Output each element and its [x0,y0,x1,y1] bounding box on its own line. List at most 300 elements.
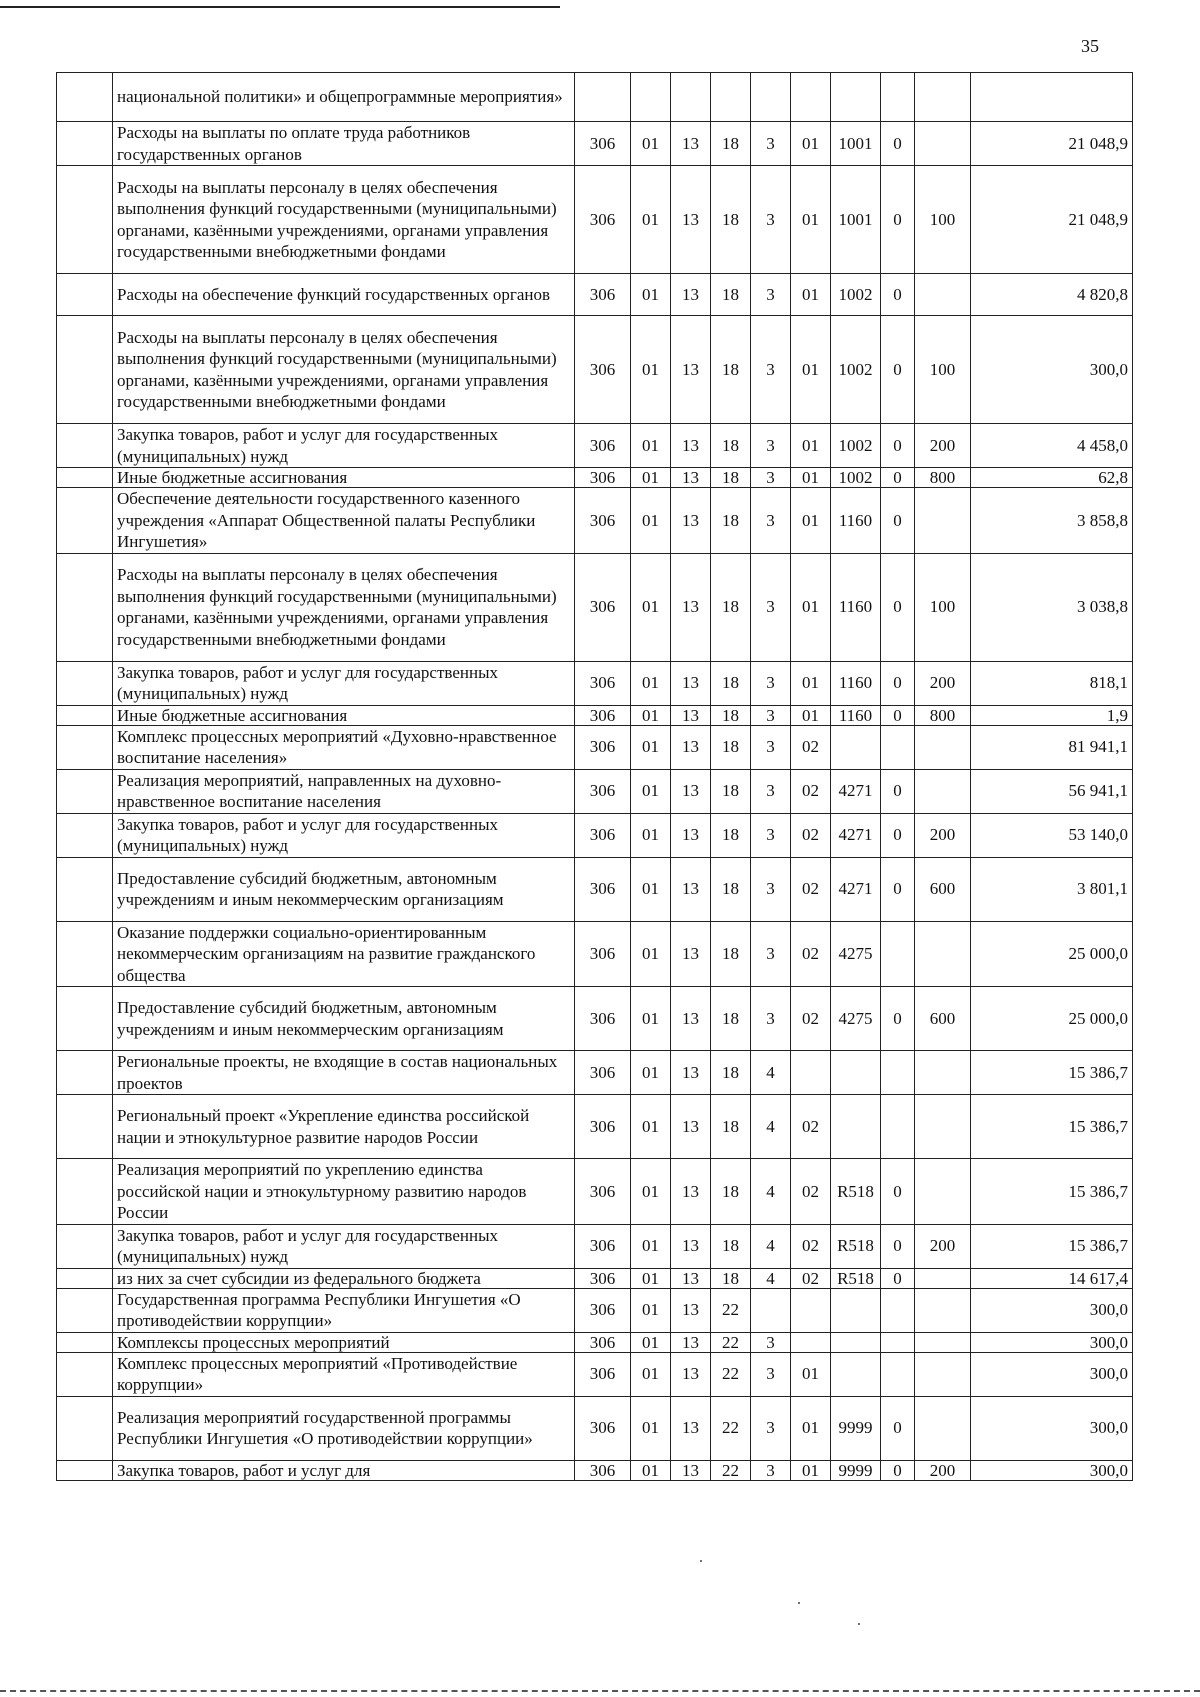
table-row [57,813,1133,857]
table-row [57,1268,1133,1288]
code-subsection-cell: 13 [671,1095,711,1159]
row-index-cell [57,1095,113,1159]
code-sub-direction-cell: 0 [881,1224,915,1268]
amount-cell: 300,0 [971,1460,1133,1480]
code-admin-cell: 306 [575,1224,631,1268]
code-admin-cell: 306 [575,166,631,274]
code-program-cell: 22 [711,1288,751,1332]
code-direction-cell [831,73,881,122]
code-direction-cell: 4271 [831,813,881,857]
table-row [57,166,1133,274]
code-subsection-cell: 13 [671,553,711,661]
code-expense-type-cell: 600 [915,857,971,921]
table-row [57,769,1133,813]
code-direction-cell: 4275 [831,921,881,987]
row-name-cell: из них за счет субсидии из федерального бюджета [113,1268,575,1288]
code-section-cell: 01 [631,1095,671,1159]
amount-cell: 62,8 [971,468,1133,488]
amount-cell: 15 386,7 [971,1051,1133,1095]
code-expense-type-cell: 600 [915,987,971,1051]
code-sub-direction-cell: 0 [881,813,915,857]
row-index-cell [57,857,113,921]
code-subprogram-cell: 4 [751,1159,791,1225]
row-index-cell [57,1159,113,1225]
code-event-cell: 01 [791,424,831,468]
row-index-cell [57,316,113,424]
row-index-cell [57,122,113,166]
code-subsection-cell: 13 [671,813,711,857]
row-name-cell: Расходы на обеспечение функций государственных органов [113,274,575,316]
code-direction-cell [831,1051,881,1095]
code-program-cell: 18 [711,1268,751,1288]
code-subprogram-cell: 4 [751,1051,791,1095]
code-direction-cell [831,1352,881,1396]
code-expense-type-cell [915,73,971,122]
code-event-cell: 01 [791,705,831,725]
code-event-cell: 02 [791,1224,831,1268]
code-section-cell: 01 [631,1288,671,1332]
code-sub-direction-cell [881,1051,915,1095]
code-expense-type-cell: 200 [915,813,971,857]
code-section-cell: 01 [631,705,671,725]
row-index-cell [57,274,113,316]
table-row [57,274,1133,316]
code-subsection-cell: 13 [671,1352,711,1396]
table-row [57,1095,1133,1159]
code-program-cell: 18 [711,769,751,813]
code-admin-cell: 306 [575,122,631,166]
row-name-cell: Закупка товаров, работ и услуг для государственных (муниципальных) нужд [113,1224,575,1268]
code-sub-direction-cell: 0 [881,987,915,1051]
row-name-cell: Расходы на выплаты персоналу в целях обеспечения выполнения функций государственными (муниципальными) органами, казёнными учреждениями, органами управления государственными внебюджетными фондами [113,166,575,274]
code-admin-cell: 306 [575,424,631,468]
code-subsection-cell: 13 [671,166,711,274]
code-event-cell: 02 [791,857,831,921]
code-program-cell: 18 [711,166,751,274]
code-subprogram-cell: 3 [751,987,791,1051]
code-section-cell: 01 [631,468,671,488]
code-subsection-cell: 13 [671,488,711,554]
table-row [57,73,1133,122]
code-expense-type-cell [915,488,971,554]
code-subsection-cell: 13 [671,661,711,705]
code-event-cell: 02 [791,1268,831,1288]
code-subprogram-cell: 4 [751,1268,791,1288]
code-subsection-cell: 13 [671,122,711,166]
code-sub-direction-cell [881,1332,915,1352]
amount-cell: 21 048,9 [971,166,1133,274]
code-section-cell: 01 [631,424,671,468]
row-index-cell [57,705,113,725]
scan-speck [798,1602,800,1604]
row-name-cell: Расходы на выплаты персоналу в целях обеспечения выполнения функций государственными (муниципальными) органами, казёнными учреждениями, органами управления государственными внебюджетными фондами [113,553,575,661]
table-row [57,1159,1133,1225]
code-subprogram-cell: 3 [751,813,791,857]
code-sub-direction-cell: 0 [881,122,915,166]
code-expense-type-cell [915,1332,971,1352]
code-section-cell: 01 [631,1159,671,1225]
code-program-cell: 22 [711,1332,751,1352]
row-name-cell: Закупка товаров, работ и услуг для государственных (муниципальных) нужд [113,661,575,705]
code-sub-direction-cell: 0 [881,166,915,274]
code-subprogram-cell: 3 [751,921,791,987]
amount-cell: 300,0 [971,1352,1133,1396]
code-direction-cell: 1002 [831,316,881,424]
code-subsection-cell: 13 [671,1159,711,1225]
row-name-cell: Предоставление субсидий бюджетным, автономным учреждениям и иным некоммерческим организациям [113,987,575,1051]
row-name-cell: Региональный проект «Укрепление единства российской нации и этнокультурное развитие народов России [113,1095,575,1159]
code-section-cell: 01 [631,921,671,987]
code-section-cell: 01 [631,1224,671,1268]
code-event-cell [791,1051,831,1095]
amount-cell: 3 801,1 [971,857,1133,921]
code-section-cell [631,73,671,122]
code-subsection-cell: 13 [671,857,711,921]
top-scan-edge-line [0,6,560,8]
row-name-cell: Расходы на выплаты персоналу в целях обеспечения выполнения функций государственными (муниципальными) органами, казёнными учреждениями, органами управления государственными внебюджетными фондами [113,316,575,424]
code-sub-direction-cell [881,1288,915,1332]
code-event-cell: 01 [791,468,831,488]
code-expense-type-cell [915,1095,971,1159]
code-subsection-cell: 13 [671,274,711,316]
code-section-cell: 01 [631,1396,671,1460]
code-expense-type-cell [915,1051,971,1095]
amount-cell: 25 000,0 [971,921,1133,987]
code-admin-cell: 306 [575,1051,631,1095]
code-direction-cell: 1002 [831,274,881,316]
row-name-cell: Комплекс процессных мероприятий «Противодействие коррупции» [113,1352,575,1396]
code-event-cell [791,73,831,122]
code-section-cell: 01 [631,1332,671,1352]
row-name-cell: Предоставление субсидий бюджетным, автономным учреждениям и иным некоммерческим организациям [113,857,575,921]
code-program-cell: 18 [711,1224,751,1268]
amount-cell: 15 386,7 [971,1224,1133,1268]
code-event-cell: 02 [791,987,831,1051]
code-subsection-cell: 13 [671,921,711,987]
code-expense-type-cell [915,921,971,987]
code-admin-cell: 306 [575,705,631,725]
code-program-cell: 18 [711,553,751,661]
code-subprogram-cell: 3 [751,661,791,705]
row-index-cell [57,1224,113,1268]
code-sub-direction-cell: 0 [881,1268,915,1288]
code-subsection-cell: 13 [671,769,711,813]
code-subsection-cell [671,73,711,122]
code-expense-type-cell [915,769,971,813]
code-event-cell [791,1332,831,1352]
table-row [57,468,1133,488]
row-index-cell [57,725,113,769]
row-index-cell [57,1396,113,1460]
code-subprogram-cell: 3 [751,725,791,769]
code-program-cell: 18 [711,705,751,725]
code-subsection-cell: 13 [671,987,711,1051]
code-subprogram-cell: 3 [751,1352,791,1396]
row-index-cell [57,1332,113,1352]
table-row [57,1352,1133,1396]
code-section-cell: 01 [631,274,671,316]
amount-cell: 15 386,7 [971,1159,1133,1225]
code-admin-cell: 306 [575,1460,631,1480]
amount-cell: 300,0 [971,1396,1133,1460]
code-admin-cell: 306 [575,553,631,661]
code-expense-type-cell: 800 [915,705,971,725]
code-subsection-cell: 13 [671,1224,711,1268]
amount-cell: 14 617,4 [971,1268,1133,1288]
row-name-cell: Реализация мероприятий по укреплению единства российской нации и этнокультурному развитию народов России [113,1159,575,1225]
code-section-cell: 01 [631,769,671,813]
code-section-cell: 01 [631,316,671,424]
code-admin-cell: 306 [575,1095,631,1159]
code-section-cell: 01 [631,1352,671,1396]
table-row [57,316,1133,424]
code-expense-type-cell: 200 [915,1460,971,1480]
code-section-cell: 01 [631,813,671,857]
code-subprogram-cell: 3 [751,122,791,166]
code-direction-cell: 1002 [831,424,881,468]
code-admin-cell: 306 [575,488,631,554]
table-row [57,424,1133,468]
row-index-cell [57,813,113,857]
row-index-cell [57,1051,113,1095]
code-program-cell: 18 [711,274,751,316]
code-subprogram-cell: 3 [751,274,791,316]
code-subsection-cell: 13 [671,1051,711,1095]
code-subprogram-cell: 3 [751,488,791,554]
amount-cell: 4 458,0 [971,424,1133,468]
code-subprogram-cell [751,1288,791,1332]
code-event-cell: 01 [791,1352,831,1396]
table-row [57,1332,1133,1352]
code-event-cell: 01 [791,1460,831,1480]
table-row [57,553,1133,661]
amount-cell: 3 858,8 [971,488,1133,554]
code-admin-cell: 306 [575,921,631,987]
table-row [57,488,1133,554]
code-program-cell: 18 [711,725,751,769]
code-subprogram-cell: 3 [751,553,791,661]
code-event-cell: 02 [791,1159,831,1225]
amount-cell: 3 038,8 [971,553,1133,661]
code-event-cell: 01 [791,122,831,166]
code-subsection-cell: 13 [671,1460,711,1480]
code-direction-cell: 1160 [831,553,881,661]
code-event-cell: 02 [791,725,831,769]
code-admin-cell: 306 [575,316,631,424]
code-event-cell: 01 [791,488,831,554]
code-direction-cell: 1001 [831,166,881,274]
table-row [57,857,1133,921]
row-name-cell: Реализация мероприятий государственной программы Республики Ингушетия «О противодействии коррупции» [113,1396,575,1460]
code-section-cell: 01 [631,857,671,921]
code-sub-direction-cell [881,921,915,987]
code-admin-cell: 306 [575,1352,631,1396]
code-event-cell: 01 [791,661,831,705]
code-direction-cell: 4275 [831,987,881,1051]
code-section-cell: 01 [631,725,671,769]
code-event-cell: 02 [791,813,831,857]
code-section-cell: 01 [631,1268,671,1288]
row-name-cell: Закупка товаров, работ и услуг для государственных (муниципальных) нужд [113,424,575,468]
amount-cell: 1,9 [971,705,1133,725]
bottom-scan-edge-line [0,1690,1200,1692]
code-subprogram-cell: 3 [751,1396,791,1460]
code-section-cell: 01 [631,661,671,705]
code-sub-direction-cell [881,725,915,769]
code-admin-cell: 306 [575,813,631,857]
code-event-cell: 01 [791,274,831,316]
table-row [57,1460,1133,1480]
code-program-cell: 22 [711,1352,751,1396]
row-index-cell [57,424,113,468]
code-admin-cell: 306 [575,1268,631,1288]
code-sub-direction-cell: 0 [881,1460,915,1480]
scan-speck [700,1560,702,1562]
code-subsection-cell: 13 [671,1288,711,1332]
code-admin-cell: 306 [575,661,631,705]
amount-cell: 300,0 [971,1288,1133,1332]
code-subsection-cell: 13 [671,1396,711,1460]
row-index-cell [57,921,113,987]
row-index-cell [57,73,113,122]
code-direction-cell: 1160 [831,705,881,725]
row-index-cell [57,1460,113,1480]
row-index-cell [57,1352,113,1396]
row-name-cell: национальной политики» и общепрограммные мероприятия» [113,73,575,122]
amount-cell: 300,0 [971,1332,1133,1352]
row-name-cell: Оказание поддержки социально-ориентированным некоммерческим организациям на развитие гражданского общества [113,921,575,987]
code-sub-direction-cell: 0 [881,468,915,488]
row-index-cell [57,1268,113,1288]
code-expense-type-cell [915,1268,971,1288]
code-event-cell: 01 [791,553,831,661]
code-program-cell: 18 [711,921,751,987]
code-direction-cell: 1002 [831,468,881,488]
code-event-cell: 02 [791,921,831,987]
row-name-cell: Региональные проекты, не входящие в состав национальных проектов [113,1051,575,1095]
table-row [57,987,1133,1051]
code-program-cell: 18 [711,468,751,488]
code-subprogram-cell: 3 [751,1460,791,1480]
code-direction-cell: 1001 [831,122,881,166]
code-sub-direction-cell [881,73,915,122]
code-sub-direction-cell: 0 [881,316,915,424]
code-sub-direction-cell: 0 [881,424,915,468]
row-index-cell [57,488,113,554]
code-expense-type-cell [915,274,971,316]
table-row [57,921,1133,987]
code-expense-type-cell: 800 [915,468,971,488]
table-row [57,1224,1133,1268]
code-section-cell: 01 [631,1460,671,1480]
code-program-cell: 18 [711,857,751,921]
code-subsection-cell: 13 [671,725,711,769]
code-admin-cell: 306 [575,1159,631,1225]
code-direction-cell: R518 [831,1159,881,1225]
code-program-cell: 22 [711,1460,751,1480]
code-section-cell: 01 [631,166,671,274]
code-sub-direction-cell [881,1352,915,1396]
table-row [57,705,1133,725]
code-subprogram-cell: 3 [751,468,791,488]
code-direction-cell: R518 [831,1268,881,1288]
code-subsection-cell: 13 [671,1268,711,1288]
row-name-cell: Иные бюджетные ассигнования [113,468,575,488]
code-direction-cell [831,1095,881,1159]
code-program-cell: 18 [711,661,751,705]
code-sub-direction-cell: 0 [881,488,915,554]
row-name-cell: Государственная программа Республики Ингушетия «О противодействии коррупции» [113,1288,575,1332]
code-admin-cell: 306 [575,274,631,316]
code-admin-cell: 306 [575,725,631,769]
row-name-cell: Закупка товаров, работ и услуг для [113,1460,575,1480]
amount-cell [971,73,1133,122]
row-index-cell [57,553,113,661]
amount-cell: 818,1 [971,661,1133,705]
code-subsection-cell: 13 [671,424,711,468]
code-program-cell: 18 [711,316,751,424]
page-number: 35 [1081,36,1099,56]
code-event-cell: 01 [791,316,831,424]
row-name-cell: Закупка товаров, работ и услуг для государственных (муниципальных) нужд [113,813,575,857]
row-index-cell [57,769,113,813]
code-subprogram-cell: 3 [751,705,791,725]
code-admin-cell: 306 [575,1288,631,1332]
row-name-cell: Реализация мероприятий, направленных на духовно-нравственное воспитание населения [113,769,575,813]
code-admin-cell: 306 [575,857,631,921]
code-expense-type-cell [915,1159,971,1225]
code-program-cell: 18 [711,1159,751,1225]
code-admin-cell: 306 [575,468,631,488]
code-program-cell: 18 [711,424,751,468]
amount-cell: 300,0 [971,316,1133,424]
code-sub-direction-cell: 0 [881,857,915,921]
code-event-cell: 01 [791,166,831,274]
code-admin-cell [575,73,631,122]
code-sub-direction-cell: 0 [881,661,915,705]
table-body [57,73,1133,1481]
row-name-cell: Иные бюджетные ассигнования [113,705,575,725]
row-name-cell: Комплексы процессных мероприятий [113,1332,575,1352]
code-event-cell: 01 [791,1396,831,1460]
code-subsection-cell: 13 [671,705,711,725]
code-expense-type-cell [915,1288,971,1332]
code-subprogram-cell: 4 [751,1224,791,1268]
code-section-cell: 01 [631,553,671,661]
code-expense-type-cell: 100 [915,166,971,274]
code-subprogram-cell: 3 [751,316,791,424]
code-event-cell: 02 [791,769,831,813]
code-program-cell: 18 [711,122,751,166]
code-subprogram-cell: 3 [751,166,791,274]
code-subprogram-cell [751,73,791,122]
code-expense-type-cell [915,1396,971,1460]
code-direction-cell [831,1332,881,1352]
scan-speck [858,1623,860,1625]
amount-cell: 4 820,8 [971,274,1133,316]
code-program-cell [711,73,751,122]
code-subprogram-cell: 3 [751,857,791,921]
code-subsection-cell: 13 [671,1332,711,1352]
code-program-cell: 18 [711,813,751,857]
code-subsection-cell: 13 [671,316,711,424]
code-program-cell: 18 [711,1051,751,1095]
code-subsection-cell: 13 [671,468,711,488]
row-index-cell [57,1288,113,1332]
code-expense-type-cell: 200 [915,424,971,468]
code-direction-cell: 4271 [831,857,881,921]
code-expense-type-cell [915,1352,971,1396]
